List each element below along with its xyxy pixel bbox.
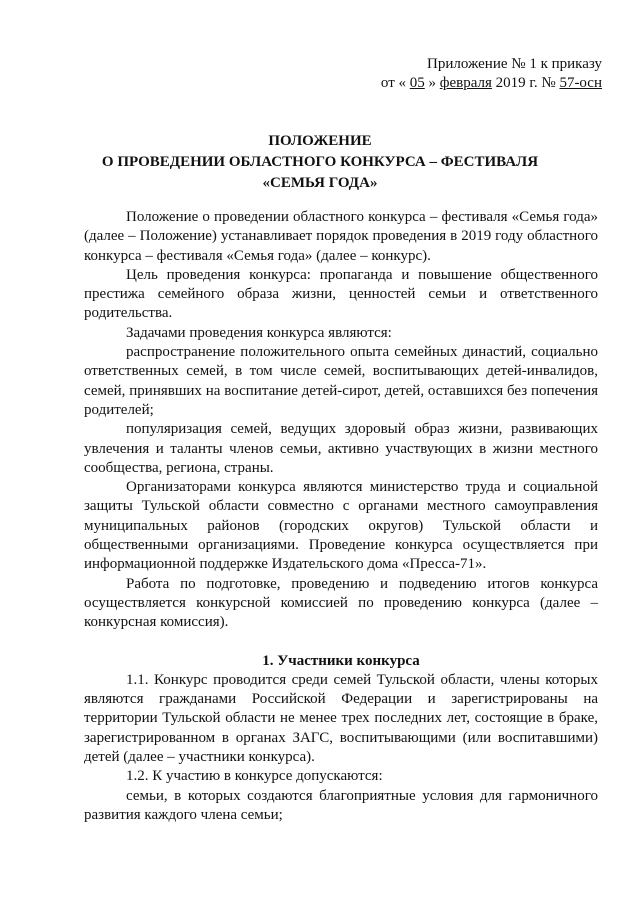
document-title	[0, 131, 640, 194]
document-body	[84, 208, 598, 825]
annex-mid-1: »	[424, 75, 440, 91]
annex-month: февраля	[439, 75, 492, 91]
annex-line-2	[381, 74, 602, 93]
paragraph-goal: Цель проведения конкурса: пропаганда и повышение общественного престижа семейного образа жизни, ценностей семьи и ответственного родительства.	[84, 266, 598, 322]
paragraph-tasks: Задачами проведения конкурса являются:	[126, 324, 392, 341]
annex-line-1: Приложение № 1 к приказу	[427, 56, 602, 72]
annex-reference	[381, 55, 602, 93]
section-1-heading: 1. Участники конкурса	[262, 652, 420, 669]
annex-mid-2: 2019 г. №	[491, 75, 560, 91]
title-line-3: «СЕМЬЯ ГОДА»	[262, 175, 378, 191]
section-1-paragraph-2: 1.2. К участию в конкурсе допускаются:	[126, 768, 383, 785]
paragraph-organizers: Организаторами конкурса являются министерство труда и социальной защиты Тульской области совместно с органами местного самоуправления муниципальных районов (городских округов) Тульской области и общественными организациями. Проведение конкурса осуществляется при информационной поддержке Издательского дома «Пресса-71».	[84, 479, 598, 573]
paragraph-intro: Положение о проведении областного конкурса – фестиваля «Семья года» (далее – Положение) устанавливает порядок проведения в 2019 году областного конкурса – фестиваля «Семья года» (далее – конкурс).	[84, 209, 598, 264]
annex-number: 57-осн	[559, 75, 602, 91]
section-1-paragraph-3: семьи, в которых создаются благоприятные условия для гармоничного развития каждого члена семьи;	[84, 787, 598, 823]
paragraph-task-1: распространение положительного опыта семейных династий, социально ответственных семей, в том числе семей, воспитывающих детей-инвалидов, семей, принявших на воспитание детей-сирот, детей, оставшихся без попечения родителей;	[84, 344, 598, 418]
title-line-1: ПОЛОЖЕНИЕ	[268, 133, 372, 149]
annex-day: 05	[409, 75, 425, 91]
paragraph-commission: Работа по подготовке, проведению и подведению итогов конкурса осуществляется конкурсной комиссией по проведению конкурса (далее – конкурсная комиссия).	[84, 575, 598, 631]
title-line-2: О ПРОВЕДЕНИИ ОБЛАСТНОГО КОНКУРСА – ФЕСТИВАЛЯ	[101, 154, 539, 170]
section-1-paragraph-1: 1.1. Конкурс проводится среди семей Тульской области, члены которых являются гражданами Российской Федерации и зарегистрированы на территории Тульской области не менее трех последних лет, состоящие в браке, зарегистрированном в органах ЗАГС, воспитывающими (или воспитавшими) детей (далее – участники конкурса).	[84, 671, 598, 766]
paragraph-task-2: популяризация семей, ведущих здоровый образ жизни, развивающих увлечения и таланты членов семьи, активно участвующих в жизни местного сообщества, региона, страны.	[84, 421, 598, 476]
annex-prefix: от «	[380, 75, 410, 91]
